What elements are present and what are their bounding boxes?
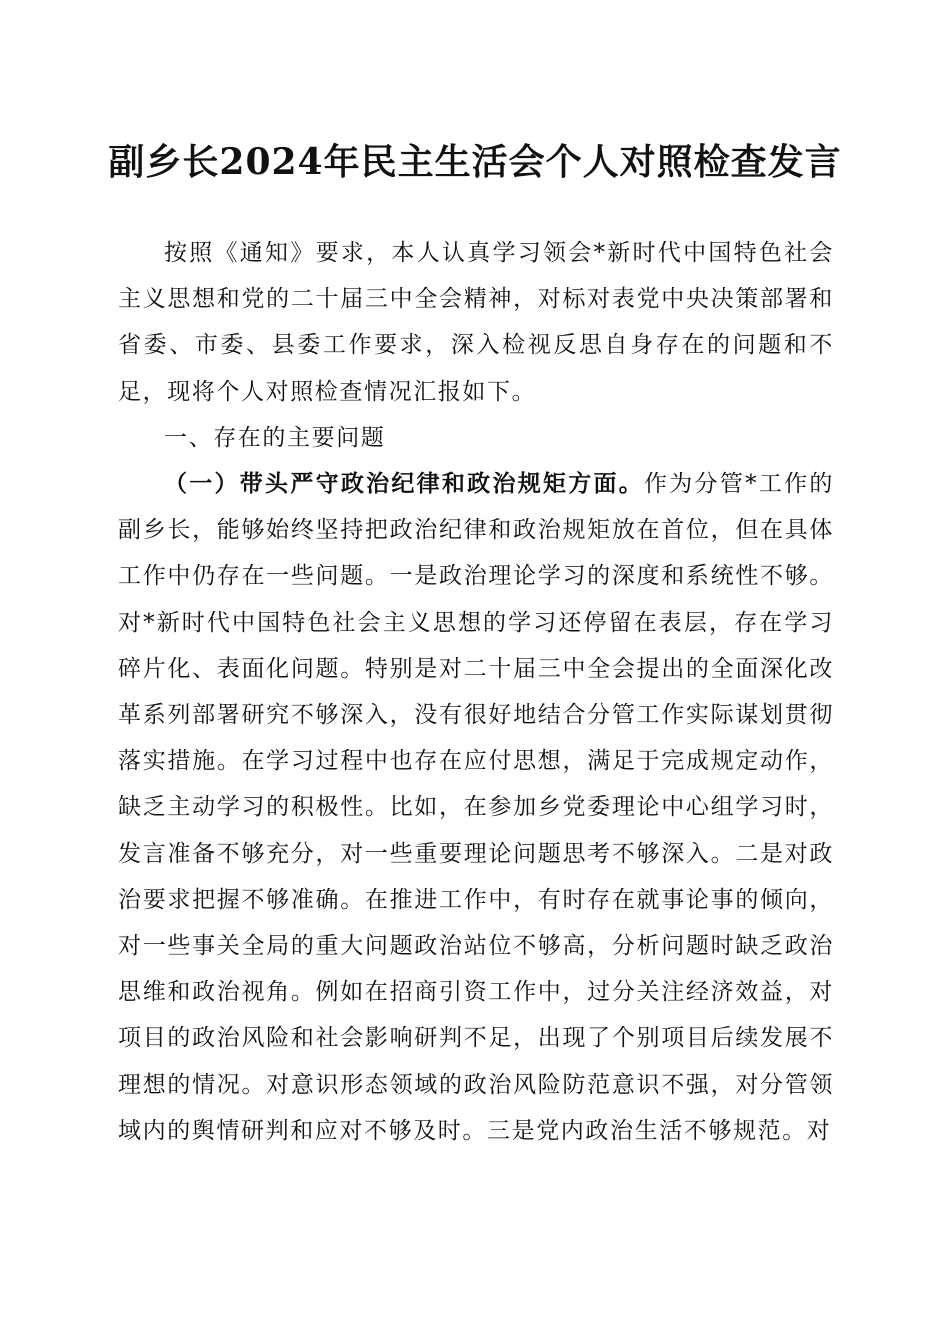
subsection-paragraph: [118, 461, 834, 1154]
document-body: [118, 230, 834, 1154]
intro-paragraph: 按照《通知》要求，本人认真学习领会*新时代中国特色社会主义思想和党的二十届三中全会精神，对标对表党中央决策部署和省委、市委、县委工作要求，深入检视反思自身存在的问题和不足，现将个人对照检查情况汇报如下。: [118, 240, 834, 405]
section-heading: 一、存在的主要问题: [164, 424, 386, 451]
subsection-body: 作为分管*工作的副乡长，能够始终坚持把政治纪律和政治规矩放在首位，但在具体工作中仍存在一些问题。一是政治理论学习的深度和系统性不够。对*新时代中国特色社会主义思想的学习还停留在表层，存在学习碎片化、表面化问题。特别是对二十届三中全会提出的全面深化改革系列部署研究不够深入，没有很好地结合分管工作实际谋划贯彻落实措施。在学习过程中也存在应付思想，满足于完成规定动作，缺乏主动学习的积极性。比如，在参加乡党委理论中心组学习时，发言准备不够充分，对一些重要理论问题思考不够深入。二是对政治要求把握不够准确。在推进工作中，有时存在就事论事的倾向，对一些事关全局的重大问题政治站位不够高，分析问题时缺乏政治思维和政治视角。例如在招商引资工作中，过分关注经济效益，对项目的政治风险和社会影响研判不足，出现了个别项目后续发展不理想的情况。对意识形态领域的政治风险防范意识不强，对分管领域内的舆情研判和应对不够及时。三是党内政治生活不够规范。对: [118, 471, 834, 1144]
subsection-heading: （一）带头严守政治纪律和政治规矩方面。: [164, 470, 645, 498]
document-title: 副乡长2024年民主生活会个人对照检查发言: [108, 141, 842, 183]
